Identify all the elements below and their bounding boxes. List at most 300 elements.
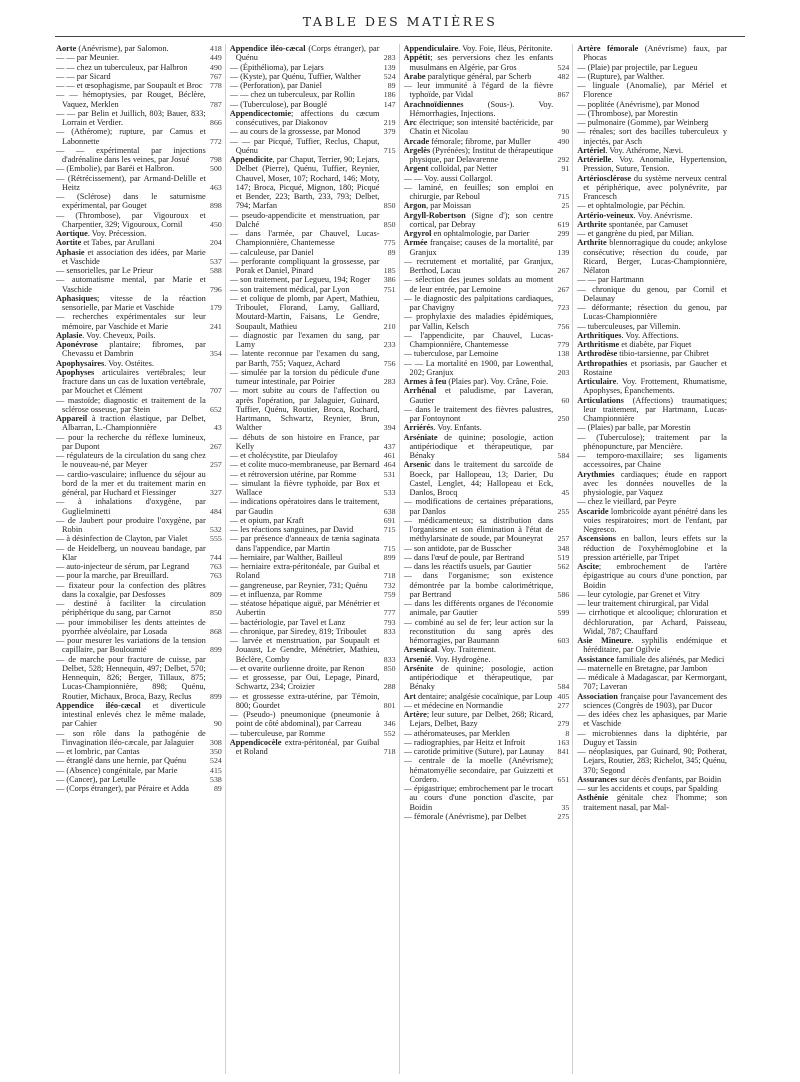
index-entry bbox=[577, 562, 743, 590]
entry-headword: Asie Mineure bbox=[577, 636, 632, 645]
entry-headword: Appendiculaire bbox=[403, 44, 459, 53]
index-entry bbox=[230, 525, 396, 534]
index-entry bbox=[230, 479, 396, 498]
entry-text: blennorragique du coude; ankylose consécutive; résection du coude, par Ricard, Berger, Lucas-Championnière, Nélaton bbox=[583, 238, 727, 275]
entry-headword: Aorte bbox=[56, 44, 77, 53]
entry-text: — automatisme mental, par Marie et Vaschide bbox=[56, 275, 206, 294]
entry-text: . Voy. Anévrisme. bbox=[633, 210, 693, 220]
index-entry bbox=[230, 331, 396, 350]
entry-text: — (Rétrécissement), par Armand-Delille et Heitz bbox=[56, 173, 206, 192]
entry-page-number: 584 bbox=[557, 451, 570, 460]
entry-text: — étranglé dans une hernie, par Quénu bbox=[56, 756, 187, 766]
entry-page-number: 437 bbox=[383, 441, 396, 451]
entry-text: — tuberculeuse, par Romme bbox=[229, 728, 326, 738]
index-entry bbox=[404, 460, 570, 497]
entry-text: — des idées chez les aphasiques, par Marie et Vaschide bbox=[577, 710, 727, 729]
entry-text: — dans l'armée, par Chauvel, Lucas-Championnière, Chantemesse bbox=[229, 229, 380, 248]
entry-text: — fixateur pour la confection des plâtres dans la coxalgie, par Desfosses bbox=[56, 580, 206, 599]
entry-page-number: 139 bbox=[557, 247, 570, 257]
index-entry bbox=[56, 451, 222, 470]
index-entry bbox=[577, 497, 743, 506]
index-entry bbox=[577, 775, 743, 784]
index-entry bbox=[56, 127, 222, 146]
index-entry bbox=[56, 433, 222, 452]
index-entry bbox=[230, 451, 396, 460]
index-entry bbox=[404, 146, 570, 165]
index-entry bbox=[577, 747, 743, 775]
entry-text: — rénales; sort des bacilles tuberculeux y injectés, par Asch bbox=[577, 127, 727, 146]
page-header: TABLE DES MATIÈRES bbox=[302, 14, 498, 29]
index-entry bbox=[56, 729, 222, 748]
entry-headword: Aphasie bbox=[56, 247, 85, 257]
index-column-4 bbox=[577, 44, 746, 1074]
entry-text: — dans l'organisme; son existence démontrée par la bombe calorimétrique, par Bertrand bbox=[403, 571, 554, 599]
entry-text: — — par Meunier. bbox=[56, 53, 120, 63]
index-entry bbox=[56, 784, 222, 793]
entry-text: et paludisme, par Laveran, Gautier bbox=[409, 386, 554, 405]
entry-headword: Arthritisme bbox=[577, 340, 620, 349]
entry-text: de quinine; posologie, action antipériodique et thérapeutique, par Bénaky bbox=[409, 663, 554, 692]
index-entry bbox=[230, 710, 396, 729]
index-entry bbox=[404, 201, 570, 210]
index-entry bbox=[404, 405, 570, 424]
entry-headword: Arsénite bbox=[403, 663, 434, 673]
entry-text: — et grossesse, par Oui, Lepage, Pinard, Schwartz, 234; Croizier bbox=[229, 673, 380, 692]
entry-text: — sélection des jeunes soldats au moment de leur entrée, par Lemoine bbox=[403, 275, 554, 294]
entry-text: en ophtalmologie, par Darier bbox=[431, 229, 530, 238]
entry-page-number: 586 bbox=[557, 589, 570, 599]
entry-text: . Voy. Foie, Iléus, Péritonite. bbox=[458, 44, 553, 53]
entry-page-number: 715 bbox=[383, 543, 396, 553]
entry-text: et psoriasis, par Gaucher et Rostaine bbox=[583, 358, 727, 377]
entry-page-number: 386 bbox=[383, 275, 396, 285]
entry-text: — médicamenteux; sa distribution dans l'organisme et son élimination à l'état de méthylarsinate de soude, par Mouneyrat bbox=[403, 515, 554, 544]
entry-headword: Appendicite bbox=[229, 155, 273, 164]
entry-text: — dans le traitement des fièvres palustres, par Fontoynont bbox=[403, 404, 554, 423]
entry-page-number: 801 bbox=[383, 700, 396, 710]
entry-page-number: 763 bbox=[210, 562, 222, 571]
entry-text: (Corps étranger), par Quénu bbox=[235, 44, 380, 63]
entry-page-number: 257 bbox=[210, 460, 222, 470]
index-entry bbox=[404, 229, 570, 238]
entry-text: électrique; son intensité bactéricide, par Chatin et Nicolau bbox=[409, 118, 554, 137]
entry-page-number: 532 bbox=[210, 525, 222, 534]
entry-text: familiale des aliénés, par Medici bbox=[614, 654, 725, 664]
entry-page-number: 718 bbox=[383, 747, 396, 756]
index-entry bbox=[404, 747, 570, 756]
index-entry bbox=[404, 100, 570, 119]
index-entry bbox=[404, 386, 570, 405]
entry-page-number: 898 bbox=[210, 201, 222, 211]
index-columns bbox=[56, 44, 746, 1074]
entry-page-number: 638 bbox=[383, 506, 396, 516]
entry-headword: Arc bbox=[403, 118, 417, 127]
entry-headword: Appendice iléo-cæcal bbox=[56, 700, 141, 710]
index-entry bbox=[56, 266, 222, 275]
entry-headword: Appendice iléo-cæcal bbox=[229, 44, 306, 53]
entry-text: (Affections) traumatiques; leur traitement, par Hartmann, Lucas-Championnière bbox=[583, 395, 727, 423]
index-entry bbox=[230, 349, 396, 368]
entry-text: — pulmonaire (Gomme), par Weinberg bbox=[577, 118, 709, 127]
index-entry bbox=[230, 127, 396, 136]
index-entry bbox=[56, 174, 222, 193]
entry-headword: Arthropathies bbox=[577, 358, 628, 368]
entry-text: (Signe d'); son centre cortical, par Debray bbox=[409, 210, 554, 229]
index-entry bbox=[577, 692, 743, 711]
entry-page-number: 707 bbox=[210, 386, 222, 396]
entry-page-number: 89 bbox=[213, 784, 222, 793]
entry-text: — — La mortalité en 1900, par Lowenthal, 202; Granjux bbox=[403, 358, 554, 377]
entry-page-number: 796 bbox=[210, 284, 222, 294]
index-entry bbox=[230, 72, 396, 81]
entry-page-number: 691 bbox=[383, 515, 396, 525]
entry-text: — déformante; résection du genou, par Lucas-Championnière bbox=[577, 303, 727, 322]
entry-page-number: 490 bbox=[557, 136, 570, 146]
entry-text: — — chez un tuberculeux, par Halbron bbox=[56, 62, 188, 72]
index-entry bbox=[577, 729, 743, 748]
entry-page-number: 405 bbox=[557, 691, 570, 701]
entry-page-number: 787 bbox=[210, 99, 222, 109]
entry-text: ; affections du cæcum consécutives, par Diakonov bbox=[235, 108, 380, 127]
entry-text: — sensorielles, par Le Prieur bbox=[56, 266, 153, 275]
entry-headword: Apophyses bbox=[56, 367, 95, 377]
entry-page-number: 562 bbox=[557, 562, 570, 571]
entry-page-number: 463 bbox=[210, 182, 222, 192]
entry-text: — régulateurs de la circulation du sang chez le nouveau-né, par Meyer bbox=[56, 451, 206, 470]
entry-text: . Voy. Frottement, Rhumatisme, Apophyses, Épanchements. bbox=[583, 377, 727, 396]
entry-text: — par présence d'anneaux de tænia saginata dans l'appendice, par Martin bbox=[229, 534, 380, 553]
index-entry bbox=[404, 655, 570, 664]
entry-text: — tuberculose, par Lemoine bbox=[403, 349, 499, 359]
index-entry bbox=[577, 229, 743, 238]
index-entry bbox=[230, 516, 396, 525]
entry-text: — pseudo-appendicite et menstruation, par Dalché bbox=[229, 210, 380, 229]
entry-page-number: 163 bbox=[557, 737, 570, 747]
index-entry bbox=[404, 359, 570, 378]
index-entry bbox=[404, 164, 570, 173]
entry-text: — (Thrombose), par Vigouroux et Charpentier, 329; Vigouroux, Cornil bbox=[56, 210, 206, 229]
entry-page-number: 500 bbox=[210, 164, 222, 174]
index-entry bbox=[230, 81, 396, 90]
index-entry bbox=[230, 562, 396, 581]
index-entry bbox=[230, 581, 396, 590]
entry-headword: Aplasie bbox=[56, 330, 83, 340]
entry-text: — le diagnostic des palpitations cardiaques, par Chavigny bbox=[403, 293, 554, 312]
entry-text: — chez le vieillard, par Peyre bbox=[577, 497, 677, 507]
entry-headword: Ascaride bbox=[577, 506, 609, 516]
entry-text: — perforante compliquant la grossesse, par Porak et Daniel, Pinard bbox=[229, 256, 380, 275]
entry-text: — médicale à Madagascar, par Kermorgant, 707; Laveran bbox=[577, 673, 727, 692]
entry-page-number: 833 bbox=[383, 654, 396, 664]
index-entry bbox=[577, 220, 743, 229]
entry-text: — simulée par la torsion du pédicule d'une tumeur intestinale, par Poirier bbox=[229, 367, 380, 386]
entry-text: — pour la recherche du réflexe lumineux, par Dupont bbox=[56, 432, 206, 451]
entry-text: — leur traitement chirurgical, par Vidal bbox=[577, 599, 709, 608]
entry-text: — simulant la fièvre typhoïde, par Box et Wallace bbox=[229, 478, 380, 497]
entry-text: et diabète, par Fiquet bbox=[619, 340, 692, 349]
entry-headword: Arthrite bbox=[577, 219, 607, 229]
index-entry bbox=[56, 396, 222, 415]
entry-text: — (Corps étranger), par Péraire et Adda bbox=[56, 784, 189, 793]
entry-text: — (Plaie) par projectile, par Legueu bbox=[577, 62, 698, 72]
index-entry bbox=[577, 63, 743, 72]
index-entry bbox=[577, 636, 743, 655]
entry-page-number: 418 bbox=[210, 44, 222, 53]
index-entry bbox=[56, 497, 222, 516]
entry-page-number: 599 bbox=[557, 608, 570, 618]
entry-text: — maternelle en Bretagne, par Jambon bbox=[577, 663, 708, 673]
index-entry bbox=[56, 81, 222, 90]
entry-text: — de marche pour fracture de cuisse, par Delbet, 528; Hennequin, 497; Delbet, 570; Hennequin, 826; Berger, Tillaux, 875; Lucas-Championnière, 898; Quénu, Routier, Michaux, Broca, Bazy, Reclus bbox=[56, 654, 206, 701]
entry-text: — auto-injecteur de sérum, par Legrand bbox=[56, 562, 190, 571]
entry-text: — — par Hartmann bbox=[577, 275, 644, 285]
index-entry bbox=[577, 174, 743, 202]
entry-page-number: 899 bbox=[210, 645, 222, 655]
entry-page-number: 588 bbox=[210, 266, 222, 275]
entry-page-number: 833 bbox=[383, 626, 396, 636]
entry-text: — — et œsophagisme, par Soupault et Broc bbox=[56, 81, 203, 90]
entry-headword: Arabe bbox=[403, 71, 426, 81]
entry-headword: Argyll-Robertson bbox=[403, 210, 466, 220]
entry-text: — leur cytologie, par Grenet et Vitry bbox=[577, 589, 700, 599]
index-entry bbox=[404, 812, 570, 821]
entry-text: — combiné au sel de fer; leur action sur la reconstitution du sang après des hémorragies, par Baumann bbox=[403, 617, 554, 645]
index-entry bbox=[230, 534, 396, 553]
entry-headword: Artère bbox=[403, 710, 427, 719]
entry-headword: Arséniate bbox=[403, 432, 438, 442]
entry-page-number: 203 bbox=[557, 367, 570, 377]
index-entry bbox=[577, 155, 743, 174]
entry-page-number: 139 bbox=[383, 62, 396, 72]
entry-page-number: 60 bbox=[561, 395, 570, 405]
entry-page-number: 519 bbox=[557, 552, 570, 562]
entry-text: — de Heidelberg, un nouveau bandage, par Klar bbox=[56, 543, 206, 562]
index-entry bbox=[230, 460, 396, 469]
entry-page-number: 464 bbox=[383, 460, 396, 470]
index-entry bbox=[56, 775, 222, 784]
entry-text: — — expérimental par injections d'adrénaline dans les veines, par Josué bbox=[56, 145, 206, 164]
index-entry bbox=[230, 257, 396, 276]
entry-page-number: 533 bbox=[383, 488, 396, 497]
entry-text: — (Sclérose) dans le saturnisme expérimental, par Gouget bbox=[56, 192, 206, 211]
entry-text: française; causes de la mortalité, par Granjux bbox=[409, 238, 554, 257]
entry-text: — pour la marche, par Breuillard. bbox=[56, 571, 169, 581]
entry-text: — l'appendicite, par Chauvel, Lucas-Championnière, Chantemesse bbox=[403, 330, 554, 349]
index-entry bbox=[577, 507, 743, 535]
entry-page-number: 25 bbox=[561, 201, 570, 211]
entry-page-number: 899 bbox=[383, 552, 396, 562]
entry-text: — (Cancer), par Letulle bbox=[56, 774, 136, 784]
entry-page-number: 241 bbox=[210, 321, 222, 331]
index-entry bbox=[56, 229, 222, 238]
index-entry bbox=[404, 784, 570, 812]
entry-text: — microbiennes dans la diphtérie, par Duguy et Tassin bbox=[577, 728, 727, 747]
entry-page-number: 482 bbox=[557, 71, 570, 81]
entry-headword: Argon bbox=[403, 201, 427, 211]
entry-page-number: 524 bbox=[383, 71, 396, 81]
entry-text: ; ses perversions chez les enfants musulmans en Algérie, par Gros bbox=[409, 53, 554, 72]
index-entry bbox=[230, 599, 396, 618]
index-entry bbox=[577, 127, 743, 146]
index-entry bbox=[577, 211, 743, 220]
index-entry bbox=[577, 44, 743, 63]
entry-headword: Arthrodèse bbox=[577, 349, 618, 359]
index-entry bbox=[56, 618, 222, 637]
entry-headword: Appareil bbox=[56, 414, 88, 423]
index-entry bbox=[56, 109, 222, 128]
entry-text: — et ophtalmologie, par Péchin. bbox=[577, 201, 686, 211]
entry-text: — recherches expérimentales sur leur mémoire, par Vaschide et Marie bbox=[56, 312, 206, 331]
entry-headword: Aphasiques bbox=[56, 293, 98, 303]
index-entry bbox=[56, 44, 222, 53]
entry-text: — recrutement et mortalité, par Granjux, Berthod, Lacau bbox=[403, 256, 554, 275]
entry-text: — (Embolie), par Baréi et Halbron. bbox=[56, 164, 175, 174]
entry-text: — mort subite au cours de l'affection ou après l'opération, par Jalaguier, Guinard, Tuffier, Quénu, Routier, Broca, Rochard, Hartmann, Schwartz, Reynier, Brun, Walther bbox=[229, 386, 380, 433]
entry-text: — (Perforation), par Daniel bbox=[229, 81, 322, 90]
index-entry bbox=[230, 211, 396, 230]
entry-text: — dans les réactifs usuels, par Gautier bbox=[403, 562, 532, 571]
entry-page-number: 8 bbox=[565, 728, 570, 738]
index-entry bbox=[230, 155, 396, 211]
index-entry bbox=[404, 294, 570, 313]
entry-page-number: 179 bbox=[210, 303, 222, 312]
entry-page-number: 538 bbox=[210, 774, 222, 784]
index-entry bbox=[230, 109, 396, 128]
index-entry bbox=[56, 368, 222, 396]
entry-headword: Artériosclérose bbox=[577, 173, 631, 183]
entry-text: — et colique de plomb, par Apert, Mathieu, Triboulet, Florand, Lamy, Galliard, Moutard-Martin, Faisans, Le Gendre, Soupault, Mathieu bbox=[229, 293, 380, 331]
index-entry bbox=[404, 137, 570, 146]
entry-text: — dans l'œuf de poule, par Bertrand bbox=[403, 552, 525, 562]
entry-text: — chronique, par Siredey, 819; Triboulet bbox=[229, 626, 367, 636]
entry-page-number: 250 bbox=[557, 414, 570, 423]
entry-text: plantaire; fibromes, par Chevassu et Dambrin bbox=[62, 340, 206, 359]
index-column-3 bbox=[404, 44, 574, 1074]
entry-page-number: 308 bbox=[210, 737, 222, 747]
entry-text: — (Pseudo-) pneumonique (pneumonie à point de côté abdominal), par Carreau bbox=[229, 710, 380, 729]
entry-headword: Arachnoïdiennes bbox=[403, 99, 464, 109]
index-entry bbox=[56, 238, 222, 247]
index-entry bbox=[404, 710, 570, 729]
entry-text: — diagnostic par l'examen du sang, par Lamy bbox=[229, 330, 380, 349]
entry-text: — et ovarite ourlienne droite, par Renon bbox=[229, 663, 365, 673]
index-entry bbox=[577, 109, 743, 118]
entry-headword: Arsenié bbox=[403, 654, 431, 664]
index-entry bbox=[230, 63, 396, 72]
entry-page-number: 772 bbox=[210, 136, 222, 146]
index-entry bbox=[577, 664, 743, 673]
index-entry bbox=[230, 44, 396, 63]
entry-text: . Voy. Précession. bbox=[87, 229, 147, 238]
entry-page-number: 147 bbox=[383, 99, 396, 109]
index-entry bbox=[577, 285, 743, 304]
index-entry bbox=[577, 710, 743, 729]
entry-page-number: 756 bbox=[557, 321, 570, 331]
entry-page-number: 868 bbox=[210, 626, 222, 636]
entry-text: — son traitement médical, par Lyon bbox=[229, 284, 350, 294]
entry-headword: Appendicocèle bbox=[229, 737, 282, 747]
index-entry bbox=[230, 627, 396, 636]
entry-headword: Arsenic bbox=[403, 460, 431, 470]
entry-headword: Arcade bbox=[403, 136, 430, 146]
entry-page-number: 461 bbox=[383, 451, 396, 460]
index-entry bbox=[230, 553, 396, 562]
entry-page-number: 723 bbox=[557, 303, 570, 312]
entry-text: — sur les accidents et coups, par Spalding bbox=[577, 784, 718, 793]
entry-text: — et opium, par Kraft bbox=[229, 515, 304, 525]
index-entry bbox=[577, 275, 743, 284]
entry-text: et Tabes, par Arullani bbox=[81, 238, 155, 248]
entry-text: — tuberculeuses, par Villemin. bbox=[577, 321, 681, 331]
entry-headword: Assurances bbox=[577, 774, 618, 784]
index-entry bbox=[404, 618, 570, 646]
index-entry bbox=[404, 664, 570, 692]
index-entry bbox=[577, 451, 743, 470]
index-entry bbox=[230, 470, 396, 479]
entry-text: — et influenza, par Romme bbox=[229, 589, 323, 599]
entry-text: colloïdal, par Netter bbox=[428, 164, 498, 174]
index-entry bbox=[56, 599, 222, 618]
entry-headword: Art bbox=[403, 691, 416, 701]
index-entry bbox=[56, 192, 222, 211]
index-entry bbox=[56, 331, 222, 340]
index-entry bbox=[404, 331, 570, 350]
index-entry bbox=[230, 729, 396, 738]
entry-headword: Arriérés bbox=[403, 423, 434, 433]
entry-page-number: 415 bbox=[210, 765, 222, 775]
entry-headword: Artério-veineux bbox=[577, 210, 634, 220]
entry-text: — chronique du genou, par Cornil et Delaunay bbox=[577, 284, 727, 303]
entry-page-number: 233 bbox=[383, 340, 396, 349]
entry-page-number: 277 bbox=[557, 700, 570, 710]
entry-text: — cirrhotique et alcoolique; chloruration et déchloruration, par Achard, Paisseau, Widal, 787; Chauffard bbox=[577, 608, 727, 636]
entry-headword: Artérielle bbox=[577, 155, 612, 164]
index-entry bbox=[56, 414, 222, 433]
entry-page-number: 779 bbox=[557, 340, 570, 349]
entry-text: — destiné à faciliter la circulation périphérique du sang, par Carnot bbox=[56, 599, 206, 618]
index-entry bbox=[577, 590, 743, 599]
entry-text: — latente reconnue par l'examen du sang, par Barth, 755; Vaquez, Achard bbox=[229, 349, 380, 368]
entry-page-number: 267 bbox=[557, 266, 570, 275]
entry-page-number: 279 bbox=[557, 719, 570, 729]
entry-text: — son antidote, par de Busscher bbox=[403, 543, 512, 553]
index-entry bbox=[577, 599, 743, 608]
entry-page-number: 449 bbox=[210, 53, 222, 63]
index-entry bbox=[404, 118, 570, 137]
index-entry bbox=[404, 257, 570, 276]
index-entry bbox=[577, 118, 743, 127]
index-entry bbox=[56, 248, 222, 267]
entry-text: . Voy. Hydrogène. bbox=[430, 654, 491, 664]
index-entry bbox=[230, 90, 396, 99]
entry-text: (Plaies par). Voy. Crâne, Foie. bbox=[446, 377, 549, 386]
entry-text: — linguale (Anomalie), par Mériel et Florence bbox=[577, 81, 727, 100]
entry-text: sur décès d'enfants, par Boidin bbox=[617, 774, 722, 784]
index-entry bbox=[577, 303, 743, 322]
index-entry bbox=[404, 275, 570, 294]
entry-page-number: 186 bbox=[383, 90, 396, 100]
entry-page-number: 185 bbox=[383, 266, 396, 275]
entry-text: lombricoïde ayant pénétré dans les voies respiratoires; mort de l'enfant, par Negresco. bbox=[583, 506, 727, 534]
entry-text: — centrale de la moelle (Anévrisme); hématomyélie secondaire, par Guizzetti et Cordero. bbox=[403, 756, 554, 784]
entry-headword: Assistance bbox=[577, 654, 615, 664]
entry-page-number: 744 bbox=[210, 552, 222, 562]
entry-page-number: 798 bbox=[210, 155, 222, 164]
index-entry bbox=[56, 562, 222, 571]
entry-headword: Arrhénal bbox=[403, 386, 437, 396]
entry-page-number: 850 bbox=[383, 219, 396, 229]
entry-text: dentaire; analgésie cocaïnique, par Loup bbox=[415, 691, 553, 701]
